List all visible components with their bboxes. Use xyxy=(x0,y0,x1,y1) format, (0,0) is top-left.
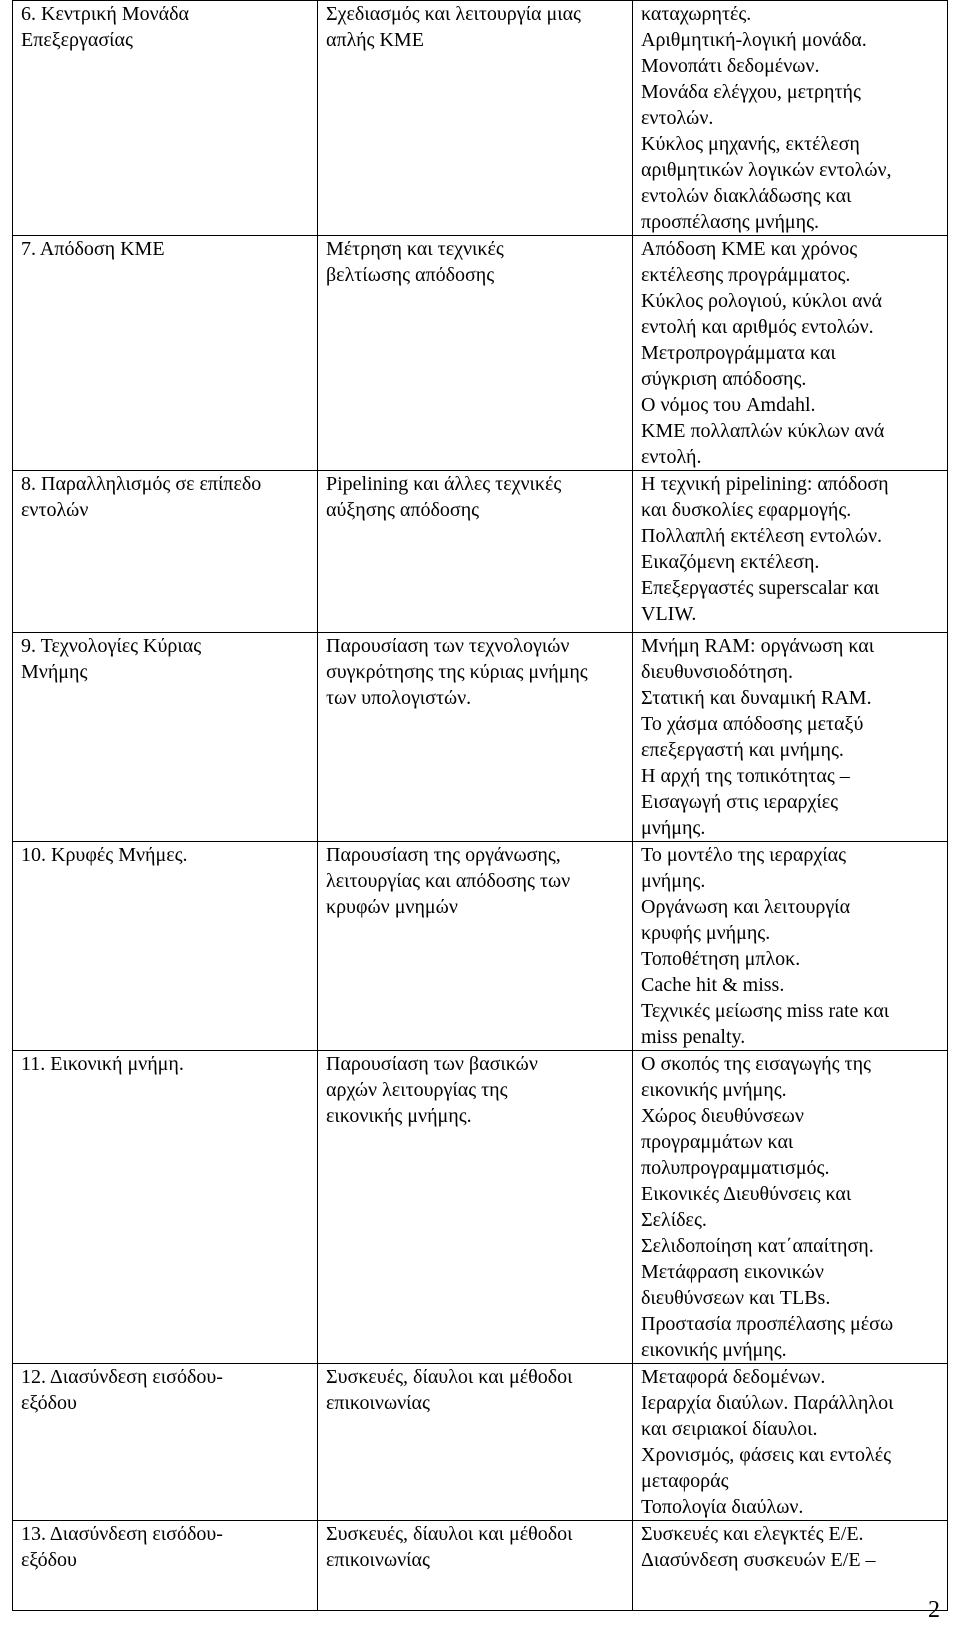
table-row xyxy=(13,1,948,236)
contents-cell xyxy=(633,1,948,236)
syllabus-table xyxy=(12,0,948,1611)
description-cell xyxy=(318,1,633,236)
contents-line: Εισαγωγή στις ιεραρχίες xyxy=(641,791,839,813)
contents-cell xyxy=(633,633,948,842)
contents-line: Εικαζόμενη εκτέλεση. xyxy=(641,551,820,573)
contents-line: Μεταφορά δεδομένων. xyxy=(641,1366,826,1388)
topic-cell xyxy=(13,236,318,471)
topic-line: 8. Παραλληλισμός σε επίπεδο xyxy=(21,473,262,495)
topic-line: Επεξεργασίας xyxy=(21,29,133,51)
contents-cell xyxy=(633,236,948,471)
contents-line: κρυφής μνήμης. xyxy=(641,922,771,944)
contents-line: Κύκλος ρολογιού, κύκλοι ανά xyxy=(641,290,882,312)
table-row xyxy=(13,1051,948,1364)
description-line: Συσκευές, δίαυλοι και μέθοδοι xyxy=(326,1523,573,1545)
table-row xyxy=(13,633,948,842)
contents-line: Η αρχή της τοπικότητας – xyxy=(641,765,850,787)
contents-line: μεταφοράς xyxy=(641,1470,729,1492)
topic-cell xyxy=(13,1051,318,1364)
description-line: Παρουσίαση της οργάνωσης, xyxy=(326,844,561,866)
table-row xyxy=(13,236,948,471)
contents-line: ΚΜΕ πολλαπλών κύκλων ανά xyxy=(641,420,885,442)
table-row xyxy=(13,1364,948,1521)
contents-cell xyxy=(633,1051,948,1364)
contents-line: Το χάσμα απόδοσης μεταξύ xyxy=(641,713,864,735)
topic-line: 6. Κεντρική Μονάδα xyxy=(21,3,190,25)
description-cell xyxy=(318,471,633,633)
contents-line: μνήμης. xyxy=(641,817,706,839)
contents-line: Εικονικές Διευθύνσεις και xyxy=(641,1183,852,1205)
description-line: βελτίωσης απόδοσης xyxy=(326,264,495,286)
contents-line: διευθυνσιοδότηση. xyxy=(641,661,793,683)
topic-cell xyxy=(13,1521,318,1611)
contents-cell xyxy=(633,471,948,633)
contents-line: εντολών. xyxy=(641,107,714,129)
contents-line: εκτέλεσης προγράμματος. xyxy=(641,264,851,286)
description-line: εικονικής μνήμης. xyxy=(326,1105,472,1127)
topic-line: 9. Τεχνολογίες Κύριας xyxy=(21,635,202,657)
topic-line: εξόδου xyxy=(21,1549,77,1571)
contents-line: Χρονισμός, φάσεις και εντολές xyxy=(641,1444,892,1466)
contents-line: Αριθμητική-λογική μονάδα. xyxy=(641,29,867,51)
description-line: Σχεδιασμός και λειτουργία μιας xyxy=(326,3,581,25)
description-cell xyxy=(318,1051,633,1364)
contents-line: εντολών διακλάδωσης και xyxy=(641,185,852,207)
description-line: απλής ΚΜΕ xyxy=(326,29,424,51)
contents-line: Ο νόμος του Amdahl. xyxy=(641,394,816,416)
topic-line: εντολών xyxy=(21,499,89,521)
contents-line: Τοποθέτηση μπλοκ. xyxy=(641,948,801,970)
contents-line: Μνήμη RAM: οργάνωση και xyxy=(641,635,875,657)
contents-line: Cache hit & miss. xyxy=(641,974,785,996)
contents-line: VLIW. xyxy=(641,603,697,625)
contents-line: Μονάδα ελέγχου, μετρητής xyxy=(641,81,861,103)
contents-line: εντολή. xyxy=(641,446,702,468)
contents-line: Μετροπρογράμματα και xyxy=(641,342,836,364)
contents-line: Το μοντέλο της ιεραρχίας xyxy=(641,844,847,866)
contents-line: διευθύνσεων και TLBs. xyxy=(641,1287,831,1309)
contents-line: αριθμητικών λογικών εντολών, xyxy=(641,159,892,181)
contents-line: Κύκλος μηχανής, εκτέλεση xyxy=(641,133,860,155)
contents-line: Συσκευές και ελεγκτές Ε/Ε. xyxy=(641,1523,864,1545)
contents-line: Οργάνωση και λειτουργία xyxy=(641,896,851,918)
contents-line: Σελίδες. xyxy=(641,1209,707,1231)
description-cell xyxy=(318,633,633,842)
contents-line: και σειριακοί δίαυλοι. xyxy=(641,1418,818,1440)
contents-line: εικονικής μνήμης. xyxy=(641,1339,787,1361)
contents-line: εικονικής μνήμης. xyxy=(641,1079,787,1101)
contents-cell xyxy=(633,1521,948,1611)
contents-line: Η τεχνική pipelining: απόδοση xyxy=(641,473,889,495)
contents-line: Τεχνικές μείωσης miss rate και xyxy=(641,1000,890,1022)
contents-line: Ο σκοπός της εισαγωγής της xyxy=(641,1053,871,1075)
description-line: επικοινωνίας xyxy=(326,1549,430,1571)
description-line: επικοινωνίας xyxy=(326,1392,430,1414)
table-row xyxy=(13,842,948,1051)
contents-line: miss penalty. xyxy=(641,1026,746,1048)
page-number: 2 xyxy=(928,1597,940,1623)
contents-line: καταχωρητές. xyxy=(641,3,752,25)
topic-cell xyxy=(13,842,318,1051)
topic-cell xyxy=(13,633,318,842)
description-line: αρχών λειτουργίας της xyxy=(326,1079,508,1101)
description-line: των υπολογιστών. xyxy=(326,687,472,709)
topic-line: 12. Διασύνδεση εισόδου- xyxy=(21,1366,223,1388)
contents-line: Χώρος διευθύνσεων xyxy=(641,1105,804,1127)
table-row xyxy=(13,1521,948,1611)
description-line: Παρουσίαση των τεχνολογιών xyxy=(326,635,570,657)
description-line: Pipelining και άλλες τεχνικές xyxy=(326,473,562,495)
topic-line: εξόδου xyxy=(21,1392,77,1414)
table-row xyxy=(13,471,948,633)
topic-line: Μνήμης xyxy=(21,661,88,683)
contents-line: πολυπρογραμματισμός. xyxy=(641,1157,830,1179)
contents-cell xyxy=(633,842,948,1051)
topic-line: 10. Κρυφές Μνήμες. xyxy=(21,844,188,866)
topic-line: 7. Απόδοση ΚΜΕ xyxy=(21,238,165,260)
contents-line: Επεξεργαστές superscalar και xyxy=(641,577,880,599)
description-cell xyxy=(318,236,633,471)
contents-line: Απόδοση ΚΜΕ και χρόνος xyxy=(641,238,858,260)
description-cell xyxy=(318,1364,633,1521)
description-line: κρυφών μνημών xyxy=(326,896,458,918)
description-line: Παρουσίαση των βασικών xyxy=(326,1053,538,1075)
contents-line: Διασύνδεση συσκευών Ε/Ε – xyxy=(641,1549,876,1571)
description-cell xyxy=(318,1521,633,1611)
contents-line: μνήμης. xyxy=(641,870,706,892)
topic-line: 11. Εικονική μνήμη. xyxy=(21,1053,184,1075)
contents-line: Στατική και δυναμική RAM. xyxy=(641,687,872,709)
contents-line: Ιεραρχία διαύλων. Παράλληλοι xyxy=(641,1392,894,1414)
contents-line: Τοπολογία διαύλων. xyxy=(641,1496,804,1518)
description-line: λειτουργίας και απόδοσης των xyxy=(326,870,571,892)
description-line: Συσκευές, δίαυλοι και μέθοδοι xyxy=(326,1366,573,1388)
contents-line: Σελιδοποίηση κατ΄απαίτηση. xyxy=(641,1235,874,1257)
description-line: αύξησης απόδοσης xyxy=(326,499,480,521)
contents-line: σύγκριση απόδοσης. xyxy=(641,368,807,390)
contents-line: Μετάφραση εικονικών xyxy=(641,1261,824,1283)
topic-line: 13. Διασύνδεση εισόδου- xyxy=(21,1523,223,1545)
contents-line: προγραμμάτων και xyxy=(641,1131,794,1153)
description-line: Μέτρηση και τεχνικές xyxy=(326,238,504,260)
topic-cell xyxy=(13,471,318,633)
description-line: συγκρότησης της κύριας μνήμης xyxy=(326,661,588,683)
contents-line: επεξεργαστή και μνήμης. xyxy=(641,739,844,761)
contents-line: Προστασία προσπέλασης μέσω xyxy=(641,1313,894,1335)
contents-line: Πολλαπλή εκτέλεση εντολών. xyxy=(641,525,883,547)
contents-line: Μονοπάτι δεδομένων. xyxy=(641,55,820,77)
contents-cell xyxy=(633,1364,948,1521)
topic-cell xyxy=(13,1,318,236)
syllabus-table-body xyxy=(13,1,948,1611)
topic-cell xyxy=(13,1364,318,1521)
contents-line: προσπέλασης μνήμης. xyxy=(641,211,820,233)
description-cell xyxy=(318,842,633,1051)
contents-line: εντολή και αριθμός εντολών. xyxy=(641,316,874,338)
contents-line: και δυσκολίες εφαρμογής. xyxy=(641,499,852,521)
